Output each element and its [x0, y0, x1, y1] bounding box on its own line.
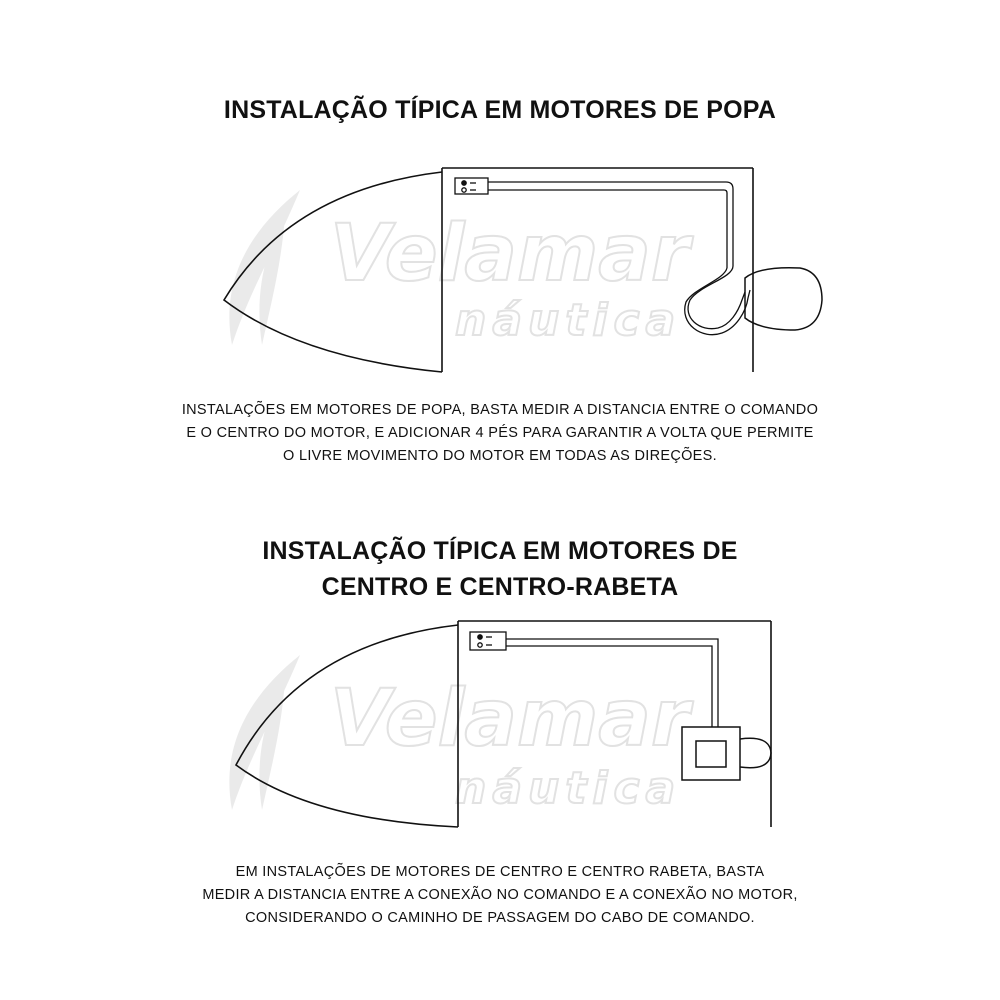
caption-line: MEDIR A DISTANCIA ENTRE A CONEXÃO NO COMANDO E A CONEXÃO NO MOTOR,	[202, 887, 798, 903]
section-title-inboard	[0, 533, 1000, 605]
control-box-icon	[455, 178, 488, 194]
watermark-sail-icon	[229, 190, 300, 345]
watermark-brand: Velamar	[330, 674, 690, 764]
inboard-installation-diagram	[0, 615, 1000, 845]
watermark-logo	[229, 190, 694, 346]
watermark-brand: Velamar	[330, 209, 690, 299]
watermark-sub: náutica	[455, 295, 682, 346]
title-line: INSTALAÇÃO TÍPICA EM MOTORES DE	[262, 537, 738, 565]
caption-inboard	[0, 861, 1000, 930]
caption-line: O LIVRE MOVIMENTO DO MOTOR EM TODAS AS DIREÇÕES.	[283, 448, 717, 464]
cable-loop	[688, 266, 745, 329]
caption-line: CONSIDERANDO O CAMINHO DE PASSAGEM DO CABO DE COMANDO.	[245, 910, 755, 926]
caption-line: EM INSTALAÇÕES DE MOTORES DE CENTRO E CENTRO RABETA, BASTA	[235, 864, 765, 880]
watermark-sail-icon	[229, 655, 300, 810]
title-line: CENTRO E CENTRO-RABETA	[321, 573, 679, 601]
control-box-icon	[470, 632, 506, 650]
outboard-motor-icon	[745, 268, 822, 330]
section-title-outboard: INSTALAÇÃO TÍPICA EM MOTORES DE POPA	[223, 96, 777, 124]
outboard-installation-diagram	[0, 160, 1000, 380]
stern-drive-shaft	[740, 738, 771, 767]
watermark-sub: náutica	[455, 763, 682, 814]
caption-line: INSTALAÇÕES EM MOTORES DE POPA, BASTA MEDIR A DISTANCIA ENTRE O COMANDO	[181, 402, 819, 418]
inboard-motor-icon	[682, 727, 771, 780]
caption-outboard	[0, 399, 1000, 468]
watermark-logo	[229, 655, 694, 814]
caption-line: E O CENTRO DO MOTOR, E ADICIONAR 4 PÉS PARA GARANTIR A VOLTA QUE PERMITE	[186, 425, 814, 441]
